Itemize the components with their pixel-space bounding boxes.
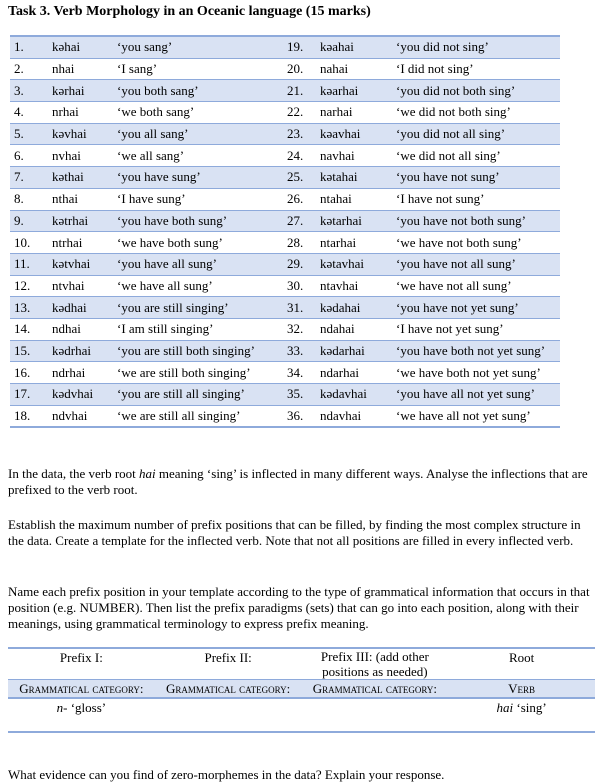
gloss: ‘you have not sung’ [396, 167, 560, 189]
gloss: ‘you have both sung’ [117, 210, 287, 232]
gloss: ‘you are still both singing’ [117, 340, 287, 362]
verb-form: kəvhai [52, 123, 117, 145]
row-number: 15. [10, 340, 52, 362]
row-number: 30. [287, 275, 320, 297]
root-cell [448, 698, 595, 732]
table-row [10, 58, 560, 80]
verb-form: kətahai [320, 167, 396, 189]
header-prefix-3: Prefix III: (add other positions as needed) [302, 648, 449, 680]
verb-form: kətavhai [320, 253, 396, 275]
text: meaning ‘sing’ is inflected in many different ways. Analyse the inflections that are prefixed to the verb root. [8, 466, 588, 497]
gloss: ‘we have not both sung’ [396, 232, 560, 254]
row-number: 22. [287, 102, 320, 124]
row-number: 7. [10, 167, 52, 189]
verb-data-table [10, 35, 560, 428]
verb-form: kəthai [52, 167, 117, 189]
header-prefix-1: Prefix I: [8, 648, 155, 680]
header-prefix-2: Prefix II: [155, 648, 302, 680]
verb-form: ndhai [52, 318, 117, 340]
gloss: ‘you have not all sung’ [396, 253, 560, 275]
gloss: ‘we did not both sing’ [396, 102, 560, 124]
row-number: 24. [287, 145, 320, 167]
row-number: 3. [10, 80, 52, 102]
row-number: 12. [10, 275, 52, 297]
row-number: 32. [287, 318, 320, 340]
verb-form: kədhai [52, 297, 117, 319]
gloss: ‘I have sung’ [117, 188, 287, 210]
verb-form: nthai [52, 188, 117, 210]
verb-form: kədrhai [52, 340, 117, 362]
gloss: ‘I have not sung’ [396, 188, 560, 210]
category-prefix-2[interactable]: Grammatical category: [155, 680, 302, 699]
verb-form: kərhai [52, 80, 117, 102]
table-row [10, 297, 560, 319]
verb-form: ndrhai [52, 362, 117, 384]
verb-form: navhai [320, 145, 396, 167]
gloss: ‘you have all sung’ [117, 253, 287, 275]
table-row [10, 253, 560, 275]
row-number: 34. [287, 362, 320, 384]
gloss: ‘we are still all singing’ [117, 405, 287, 427]
row-number: 20. [287, 58, 320, 80]
category-prefix-1[interactable]: Grammatical category: [8, 680, 155, 699]
row-number: 26. [287, 188, 320, 210]
row-number: 29. [287, 253, 320, 275]
verb-form: ntavhai [320, 275, 396, 297]
row-number: 14. [10, 318, 52, 340]
header-root: Root [448, 648, 595, 680]
verb-form: narhai [320, 102, 396, 124]
row-number: 35. [287, 384, 320, 406]
gloss: ‘we have all not yet sung’ [396, 405, 560, 427]
verb-form: kədahai [320, 297, 396, 319]
row-number: 27. [287, 210, 320, 232]
gloss: ‘you have both not yet sung’ [396, 340, 560, 362]
verb-form: nahai [320, 58, 396, 80]
gloss: ‘you have sung’ [117, 167, 287, 189]
row-number: 31. [287, 297, 320, 319]
table-row [10, 318, 560, 340]
row-number: 10. [10, 232, 52, 254]
gloss: ‘you all sang’ [117, 123, 287, 145]
prefix-2-cell[interactable] [155, 698, 302, 732]
row-number: 6. [10, 145, 52, 167]
verb-form: ntrhai [52, 232, 117, 254]
table-row [10, 123, 560, 145]
row-number: 18. [10, 405, 52, 427]
row-number: 8. [10, 188, 52, 210]
gloss: ‘we are still both singing’ [117, 362, 287, 384]
task-title: Task 3. Verb Morphology in an Oceanic language (15 marks) [8, 4, 371, 19]
table-row [10, 405, 560, 427]
row-number: 19. [287, 36, 320, 58]
template-table [8, 647, 595, 733]
example-root-gloss: ‘sing’ [513, 700, 547, 715]
verb-form: kəahai [320, 36, 396, 58]
example-prefix-gloss: ‘gloss’ [67, 700, 107, 715]
row-number: 33. [287, 340, 320, 362]
example-prefix-cell[interactable] [8, 698, 155, 732]
gloss: ‘I am still singing’ [117, 318, 287, 340]
table-row [10, 80, 560, 102]
instruction-paragraph-2: Establish the maximum number of prefix positions that can be filled, by finding the most complex structure in the data. Create a template for the inflected verb. Note that not all positions are filled in every inflected verb. [8, 517, 581, 548]
verb-form: ndvhai [52, 405, 117, 427]
gloss: ‘you have not yet sung’ [396, 297, 560, 319]
gloss: ‘you have all not yet sung’ [396, 384, 560, 406]
verb-form: ntahai [320, 188, 396, 210]
verb-form: ndavhai [320, 405, 396, 427]
verb-form: kədarhai [320, 340, 396, 362]
row-number: 5. [10, 123, 52, 145]
gloss: ‘we have not all sung’ [396, 275, 560, 297]
example-root: hai [496, 700, 514, 715]
gloss: ‘you did not sing’ [396, 36, 560, 58]
gloss: ‘we have both sung’ [117, 232, 287, 254]
gloss: ‘we did not all sing’ [396, 145, 560, 167]
verb-form: kəarhai [320, 80, 396, 102]
gloss: ‘I did not sing’ [396, 58, 560, 80]
row-number: 9. [10, 210, 52, 232]
verb-form: ntarhai [320, 232, 396, 254]
verb-form: kəhai [52, 36, 117, 58]
row-number: 25. [287, 167, 320, 189]
category-prefix-3[interactable]: Grammatical category: [302, 680, 449, 699]
instruction-paragraph-1 [8, 466, 593, 498]
row-number: 11. [10, 253, 52, 275]
verb-form: ndahai [320, 318, 396, 340]
verb-root: hai [139, 466, 156, 481]
row-number: 2. [10, 58, 52, 80]
row-number: 23. [287, 123, 320, 145]
row-number: 21. [287, 80, 320, 102]
verb-form: kətvhai [52, 253, 117, 275]
table-row [10, 188, 560, 210]
verb-form: ntvhai [52, 275, 117, 297]
verb-form: nrhai [52, 102, 117, 124]
gloss: ‘you have not both sung’ [396, 210, 560, 232]
verb-form: kədvhai [52, 384, 117, 406]
row-number: 4. [10, 102, 52, 124]
gloss: ‘you are still singing’ [117, 297, 287, 319]
table-row [10, 340, 560, 362]
table-row [10, 275, 560, 297]
table-row [10, 210, 560, 232]
gloss: ‘you sang’ [117, 36, 287, 58]
verb-form: ndarhai [320, 362, 396, 384]
verb-form: kətarhai [320, 210, 396, 232]
instruction-paragraph-3: Name each prefix position in your template according to the type of grammatical information that occurs in that position (e.g. NUMBER). Then list the prefix paradigms (sets) that can go into each position, along with their meanings, using grammatical terminology to express prefix meaning. [8, 584, 590, 631]
table-row [10, 145, 560, 167]
gloss: ‘we have both not yet sung’ [396, 362, 560, 384]
verb-form: kəavhai [320, 123, 396, 145]
gloss: ‘you did not both sing’ [396, 80, 560, 102]
gloss: ‘I sang’ [117, 58, 287, 80]
row-number: 36. [287, 405, 320, 427]
table-row [10, 232, 560, 254]
verb-form: nhai [52, 58, 117, 80]
verb-form: kətrhai [52, 210, 117, 232]
gloss: ‘you both sang’ [117, 80, 287, 102]
row-number: 16. [10, 362, 52, 384]
gloss: ‘we have all sung’ [117, 275, 287, 297]
table-row [10, 384, 560, 406]
gloss: ‘we both sang’ [117, 102, 287, 124]
prefix-3-cell[interactable] [302, 698, 449, 732]
table-row [10, 362, 560, 384]
row-number: 13. [10, 297, 52, 319]
table-row [10, 102, 560, 124]
verb-form: nvhai [52, 145, 117, 167]
question-text: What evidence can you find of zero-morphemes in the data? Explain your response. [8, 767, 445, 782]
gloss: ‘we all sang’ [117, 145, 287, 167]
gloss: ‘you are still all singing’ [117, 384, 287, 406]
row-number: 1. [10, 36, 52, 58]
row-number: 17. [10, 384, 52, 406]
category-root: Verb [448, 680, 595, 699]
table-row [10, 36, 560, 58]
example-prefix: n- [56, 700, 68, 715]
gloss: ‘you did not all sing’ [396, 123, 560, 145]
table-row [10, 167, 560, 189]
gloss: ‘I have not yet sung’ [396, 318, 560, 340]
row-number: 28. [287, 232, 320, 254]
text: In the data, the verb root [8, 466, 140, 481]
verb-form: kədavhai [320, 384, 396, 406]
